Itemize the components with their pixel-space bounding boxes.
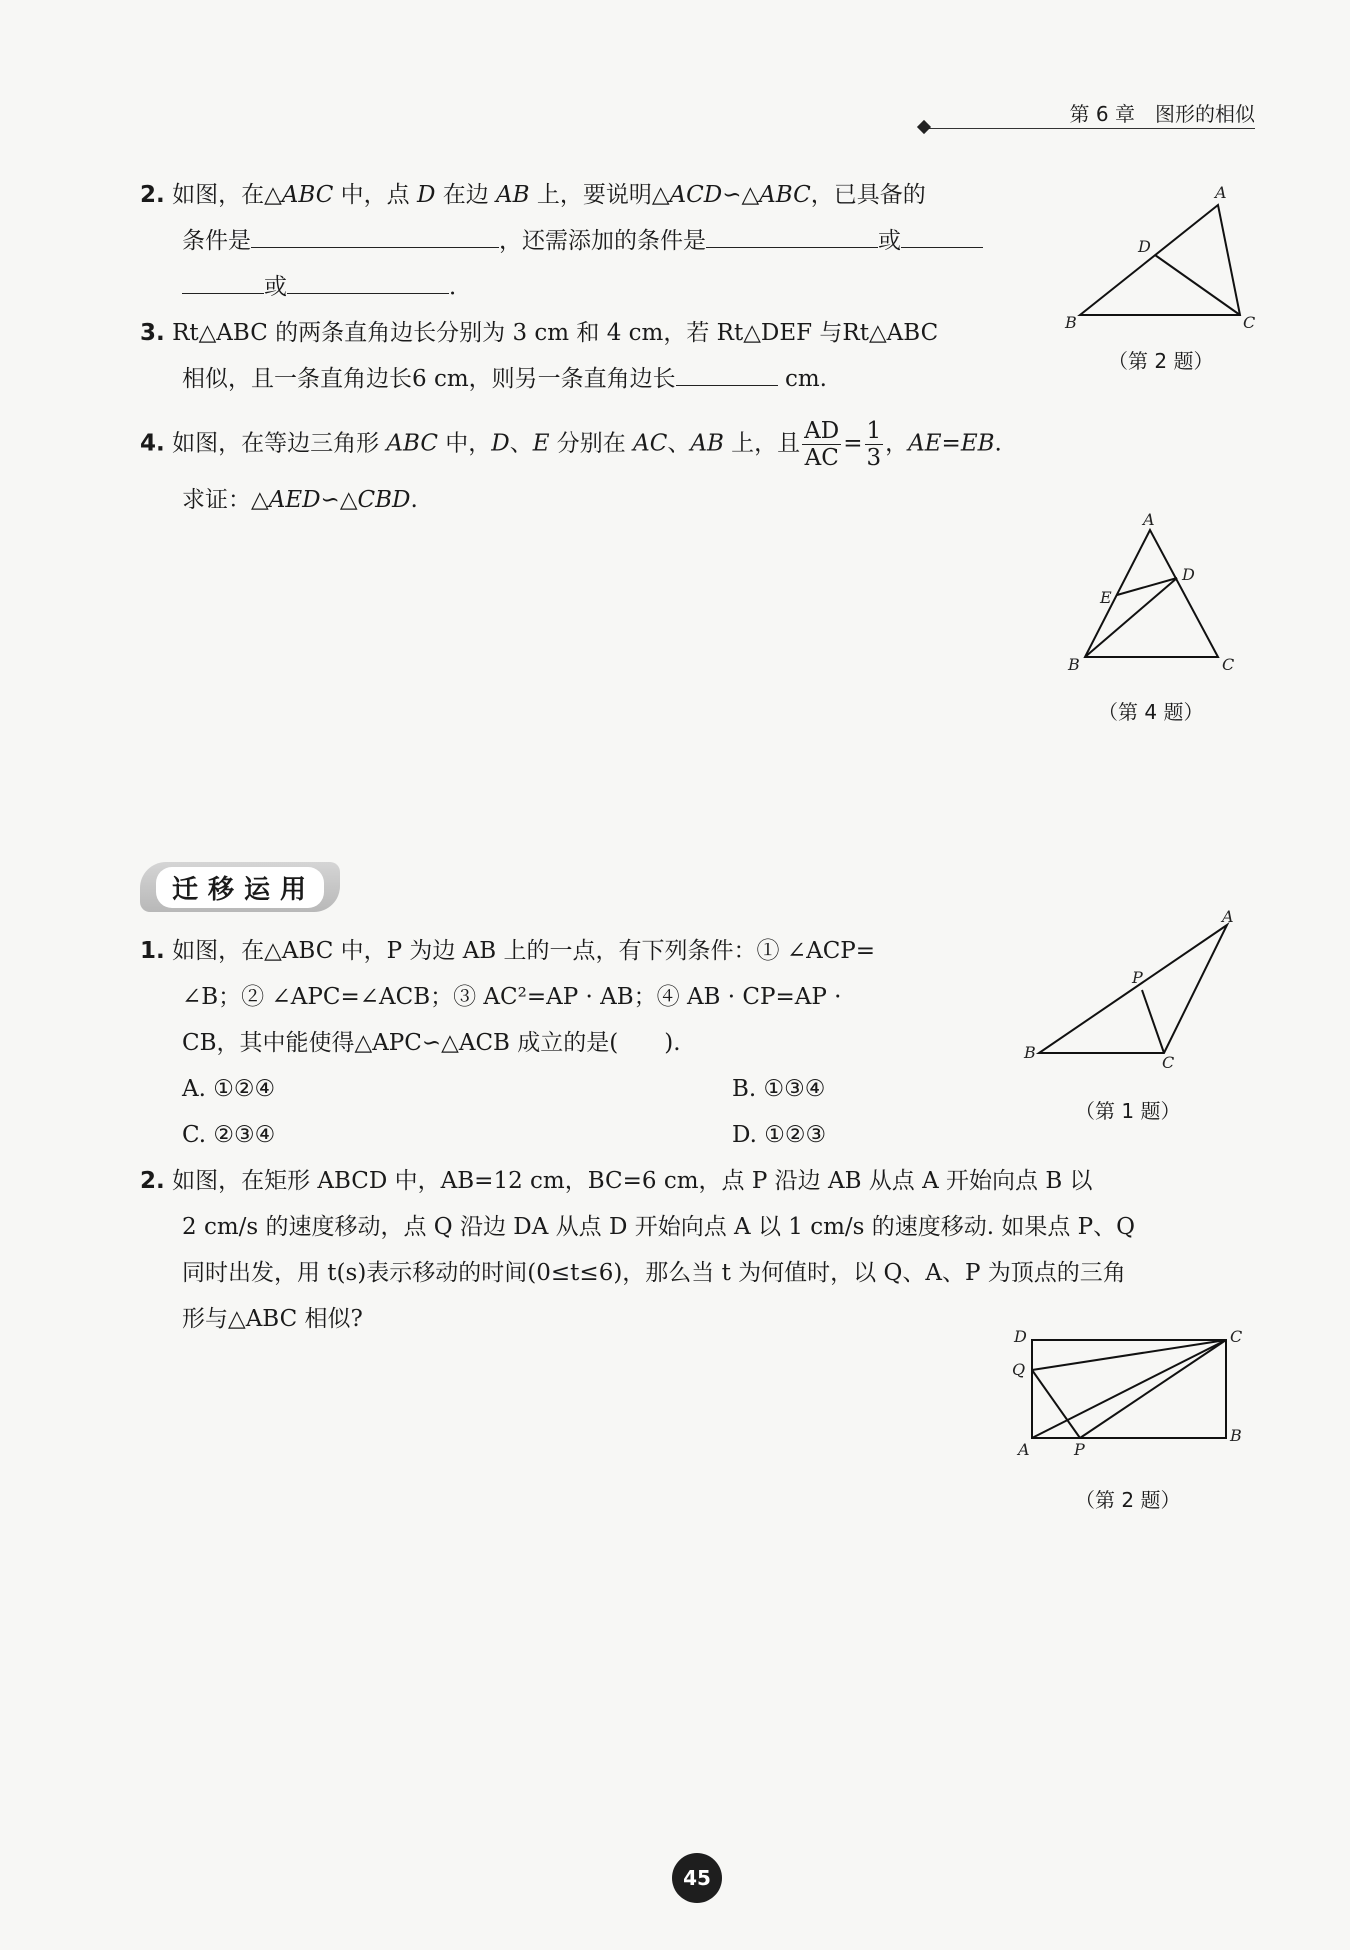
text: 或: [264, 274, 287, 300]
text: cm.: [784, 366, 827, 392]
text: AB: [496, 182, 530, 208]
text: =: [843, 430, 863, 457]
figure-problem-2: [1060, 180, 1270, 340]
label-c: C: [1230, 1327, 1243, 1346]
chapter-title: 第 6 章 图形的相似: [1069, 102, 1255, 126]
header-rule: [925, 128, 1255, 129]
problem-4-line-2: [140, 477, 1080, 523]
text: ．: [449, 274, 472, 300]
problem-4: [140, 418, 1080, 523]
label-p: P: [1132, 968, 1143, 987]
text: 如图，在△: [172, 182, 282, 208]
section-title: 迁移运用: [156, 867, 324, 908]
label-c: C: [1162, 1053, 1175, 1070]
label-c: C: [1222, 655, 1235, 670]
segment-pc: [1080, 1340, 1226, 1438]
text: 或: [878, 228, 901, 254]
answer-blank[interactable]: [251, 219, 499, 248]
label-a: A: [1222, 910, 1234, 926]
text: 、: [667, 430, 691, 457]
label-d: D: [1138, 237, 1151, 256]
text: .: [994, 430, 1002, 457]
question-1-line-2: ∠B；② ∠APC=∠ACB；③ AC²=AP · AB；④ AB · CP=AP ·: [182, 984, 842, 1010]
question-2-line-1: [140, 1158, 1270, 1204]
section-badge: [140, 862, 340, 912]
problem-2: [140, 172, 1060, 310]
page-number: 45: [672, 1853, 722, 1903]
problem-4-line-1: [140, 418, 1080, 471]
fraction-ad-ac: $\frac{AD}{AC}$: [804, 418, 840, 471]
segment-cd: [1155, 255, 1240, 315]
text: ，已具备的: [810, 182, 926, 208]
text: 如图，在等边三角形: [172, 430, 380, 457]
problem-number: 2.: [140, 182, 165, 208]
problem-3-line-1: [140, 310, 1060, 356]
text: 上，且: [731, 430, 801, 457]
label-b: B: [1230, 1426, 1242, 1445]
option-a[interactable]: A. ①②④: [182, 1076, 276, 1102]
text: 分别在: [556, 430, 626, 457]
question-2: [140, 1158, 1270, 1342]
problem-2-line-1: [140, 172, 1060, 218]
problem-2-line-2: [140, 218, 1060, 264]
label-c: C: [1243, 313, 1256, 332]
problem-number: 2.: [140, 1168, 165, 1194]
question-2-line-2: 2 cm/s 的速度移动，点 Q 沿边 DA 从点 D 开始向点 A 以 1 cm/s 的速度移动. 如果点 P、Q: [182, 1214, 1136, 1240]
problem-number: 1.: [140, 938, 165, 964]
text: 上，要说明△: [536, 182, 670, 208]
answer-blank[interactable]: [676, 357, 778, 386]
label-d: D: [1014, 1327, 1027, 1346]
label-b: B: [1065, 313, 1077, 332]
text: EB: [960, 430, 995, 457]
question-1-line-3: CB，其中能使得△APC∽△ACB 成立的是( ).: [182, 1030, 681, 1056]
text: 如图，在△ABC 中，P 为边 AB 上的一点，有下列条件：① ∠ACP=: [172, 938, 876, 964]
answer-blank[interactable]: [901, 219, 983, 248]
question-1-line-1: [140, 928, 1020, 974]
text: 中，: [445, 430, 492, 457]
label-a: A: [1143, 510, 1155, 529]
label-e: E: [1100, 588, 1112, 607]
text: D: [491, 430, 510, 457]
text: 、: [509, 430, 533, 457]
text: 中，点: [340, 182, 410, 208]
text: ABC: [386, 430, 438, 457]
segment-bd: [1085, 578, 1177, 657]
figure-caption: （第 2 题）: [1108, 349, 1214, 373]
figure-caption: （第 1 题）: [1075, 1099, 1181, 1123]
text: ∽△: [722, 182, 760, 208]
question-2-line-3: 同时出发，用 t(s)表示移动的时间(0≤t≤6)，那么当 t 为何值时，以 Q、A、P 为顶点的三角: [182, 1260, 1126, 1286]
text: 条件是: [182, 228, 251, 254]
label-a: A: [1018, 1440, 1030, 1459]
figure-problem-4: [1060, 510, 1250, 670]
label-q: Q: [1012, 1360, 1026, 1379]
problem-3-line-2: [140, 356, 1060, 402]
figure-caption: （第 2 题）: [1075, 1488, 1181, 1512]
problem-2-line-3: [140, 264, 1060, 310]
text: ABC: [281, 182, 334, 208]
text: ABC: [759, 182, 811, 208]
figure-caption: （第 4 题）: [1098, 700, 1204, 724]
text: D: [416, 182, 436, 208]
segment-qp: [1032, 1370, 1080, 1438]
text: =: [941, 430, 961, 457]
text: ∽△: [320, 487, 358, 513]
text: E: [532, 430, 550, 457]
options-row-1: [140, 1066, 1020, 1112]
label-b: B: [1068, 655, 1080, 670]
answer-blank[interactable]: [287, 265, 449, 294]
figure-question-2: [1008, 1322, 1258, 1462]
option-b[interactable]: B. ①③④: [732, 1076, 826, 1102]
text: AE: [908, 430, 942, 457]
option-d[interactable]: D. ①②③: [732, 1122, 827, 1148]
text: AC: [633, 430, 668, 457]
text: AED: [268, 487, 321, 513]
text: ，: [885, 430, 909, 457]
diamond-icon: [917, 120, 931, 134]
text: AB: [690, 430, 724, 457]
option-c[interactable]: C. ②③④: [182, 1122, 276, 1148]
options-row-2: [140, 1112, 1020, 1158]
label-p: P: [1074, 1440, 1085, 1459]
text: CBD: [357, 487, 411, 513]
chapter-header: [925, 98, 1255, 138]
text: 如图，在矩形 ABCD 中，AB=12 cm，BC=6 cm，点 P 沿边 AB 从点 A 开始向点 B 以: [172, 1168, 1093, 1194]
text: ACD: [669, 182, 723, 208]
problem-3: [140, 310, 1060, 402]
triangle-abc: [1039, 925, 1227, 1053]
question-1: [140, 928, 1020, 1158]
text: 相似，且一条直角边长6 cm，则另一条直角边长: [182, 366, 676, 392]
text: .: [410, 487, 418, 513]
question-2-line-4: 形与△ABC 相似?: [182, 1306, 363, 1332]
label-b: B: [1024, 1043, 1036, 1062]
text: 求证：△: [182, 487, 269, 513]
label-d: D: [1182, 565, 1195, 584]
problem-number: 3.: [140, 320, 165, 346]
figure-question-1: [1022, 910, 1242, 1070]
text: 在边: [442, 182, 489, 208]
text: Rt△ABC 的两条直角边长分别为 3 cm 和 4 cm，若 Rt△DEF 与Rt△ABC: [172, 320, 939, 346]
text: ，还需添加的条件是: [499, 228, 706, 254]
answer-blank[interactable]: [706, 219, 878, 248]
segment-pc: [1142, 990, 1164, 1053]
problem-number: 4.: [140, 430, 165, 457]
answer-blank[interactable]: [182, 265, 264, 294]
label-a: A: [1215, 183, 1227, 202]
fraction-one-third: $\frac{1}{3}$: [866, 418, 882, 471]
